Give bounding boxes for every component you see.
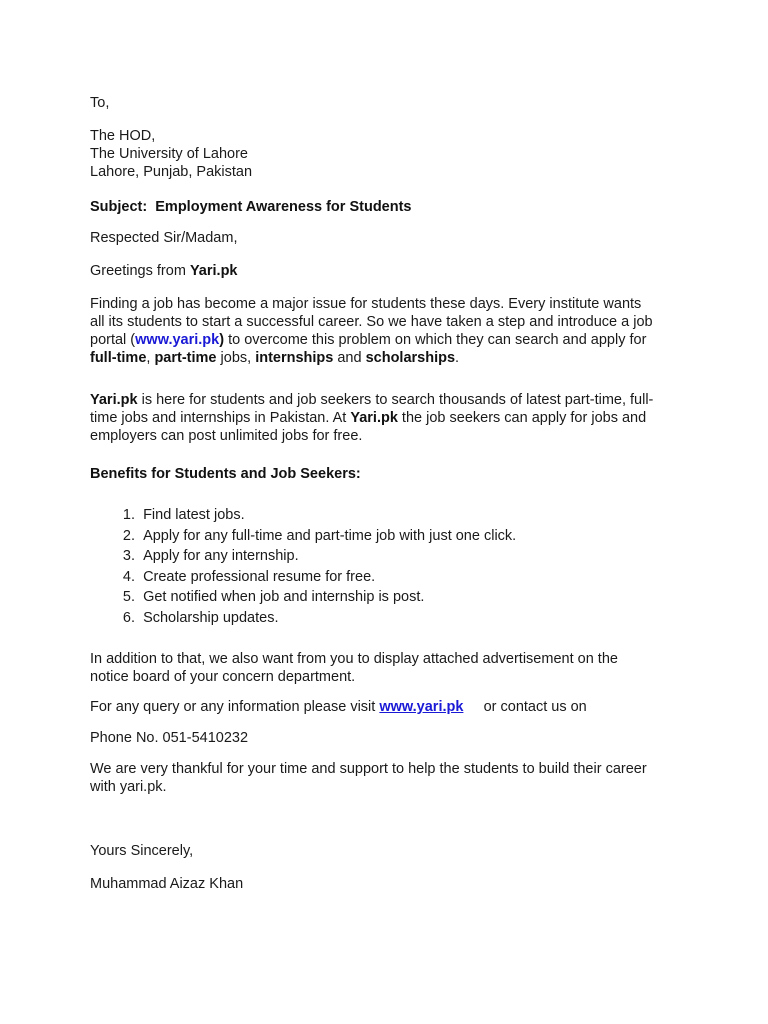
subject-label: Subject: [90,199,148,215]
yari-link[interactable]: www.yari.pk [135,332,220,348]
to-text: To, [90,95,110,111]
benefits-list [90,506,516,629]
salutation-to [90,94,690,112]
phone-line [90,729,690,747]
list-item: 4. Create professional resume for free. [122,568,376,585]
phone-text: Phone No. 051-5410232 [90,730,249,746]
list-item: 5. Get notified when job and internship is post. [122,589,425,605]
para-line: employers can post unlimited jobs for free. [90,428,363,444]
benefits-heading [90,465,690,483]
recipient-line: The HOD, [90,128,156,144]
brand-name: Yari.pk [90,392,138,408]
para-line: In addition to that, we also want from you to display attached advertisement on the [90,651,618,667]
paragraph-intro [90,295,690,367]
thanks-paragraph [90,760,690,796]
part-time-text: part-time [154,350,217,366]
para-text: to overcome this problem on which they can search and apply for [224,332,647,348]
list-item: 3. Apply for any internship. [122,548,299,564]
para-line: Finding a job has become a major issue for students these days. Every institute wants [90,296,642,312]
scholarships-text: scholarships [365,350,456,366]
para-line: Yari.pk is here for students and job seekers to search thousands of latest part-time, full- [90,392,654,408]
paragraph-about [90,391,690,445]
para-line [90,331,690,349]
list-item: 2. Apply for any full-time and part-time job with just one click. [122,527,517,544]
para-line: time jobs and internships in Pakistan. At Yari.pk the job seekers can apply for jobs and [90,410,647,426]
list-item: 1. Find latest jobs. [122,507,245,523]
subject-text: Employment Awareness for Students [155,199,412,215]
signature-name: Muhammad Aizaz Khan [90,876,244,892]
query-line [90,698,690,716]
recipient-line: Lahore, Punjab, Pakistan [90,164,253,180]
para-text: ) [219,332,225,348]
benefits-heading-text: Benefits for Students and Job Seekers: [90,466,361,482]
para-line: with yari.pk. [90,779,167,795]
greeting-text: Respected Sir/Madam, [90,230,238,246]
paragraph-advertisement [90,650,690,686]
brand-name: Yari.pk [350,410,398,426]
brand-name: Yari.pk [189,263,238,279]
query-text: For any query or any information please visit [90,699,376,715]
subject-line [90,198,690,216]
greetings-prefix: Greetings from [90,263,186,279]
list-item: 6. Scholarship updates. [122,609,279,626]
signature [90,875,690,893]
recipient-address [90,127,690,181]
greeting [90,229,690,247]
yari-link[interactable]: www.yari.pk [379,699,464,715]
full-time-text: full-time [90,350,147,366]
para-line: notice board of your concern department. [90,669,356,685]
closing [90,842,690,860]
para-text: portal ( [90,332,136,348]
query-text: or contact us on [483,699,587,715]
closing-text: Yours Sincerely, [90,843,194,859]
recipient-line: The University of Lahore [90,146,248,162]
para-line: full-time, part-time jobs, internships and scholarships. [90,350,460,366]
para-line: We are very thankful for your time and support to help the students to build their career [90,761,647,777]
internships-text: internships [255,350,334,366]
greetings-from [90,262,690,280]
para-line: all its students to start a successful career. So we have taken a step and introduce a job [90,314,653,330]
